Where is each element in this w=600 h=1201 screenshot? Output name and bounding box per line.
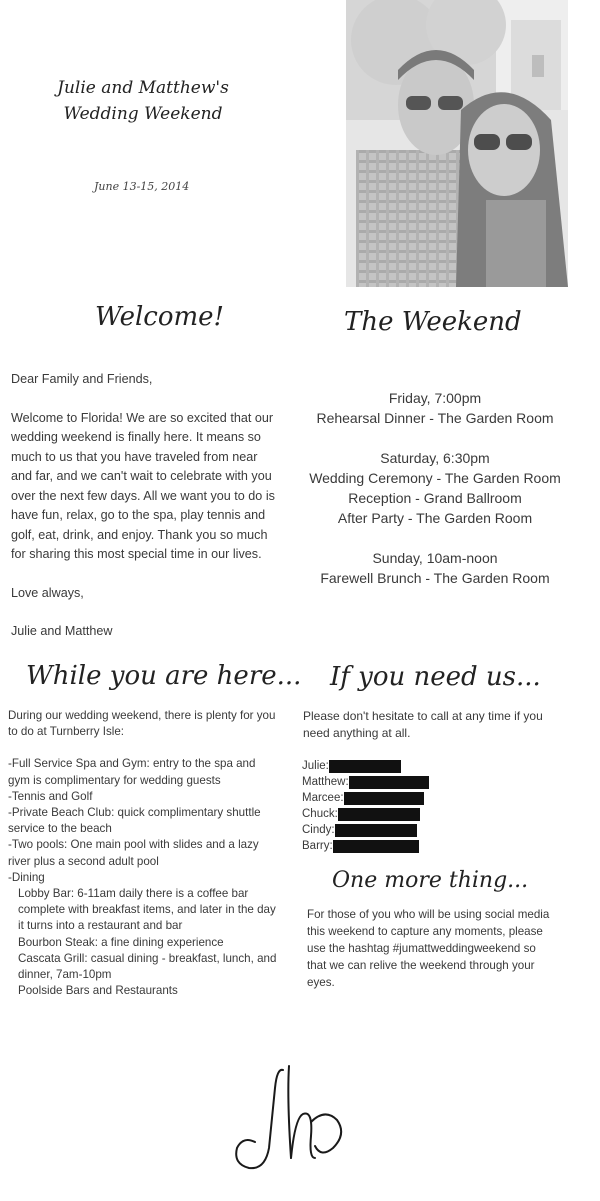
need-us-intro: Please don't hesitate to call at any time if you need anything at all. [303,709,543,740]
contact-row [302,758,429,774]
welcome-heading: Welcome! [95,302,225,332]
schedule-line: Saturday, 6:30pm [380,450,490,466]
dining-item: Cascata Grill: casual dining - breakfast, lunch, and dinner, 7am-10pm [18,951,277,982]
letter-body: Welcome to Florida! We are so excited that our wedding weekend is finally here. It means so much to us that you have traveled from near and far, and we can't wait to celebrate with you over the next few days. All we want you to do is have fun, relax, go to the spa, play tennis and golf, eat, drink, and enjoy. Thank you so much for sharing this most special time in our lives. [11,410,275,561]
weekend-heading: The Weekend [344,307,522,337]
schedule-line: Rehearsal Dinner - The Garden Room [316,410,554,426]
contact-list [302,758,429,854]
couple-title [38,75,248,127]
contact-row [302,774,429,790]
redacted-phone [329,760,401,773]
schedule-line: Reception - Grand Ballroom [348,490,522,506]
schedule-line: Farewell Brunch - The Garden Room [320,570,550,586]
redacted-phone [344,792,424,805]
redacted-phone [335,824,417,837]
while-here-section [8,708,278,999]
monogram-logo [225,1058,365,1178]
letter-greeting: Dear Family and Friends, [11,372,153,386]
need-us-heading: If you need us... [330,662,541,692]
letter-signature: Julie and Matthew [11,624,113,638]
contact-name: Barry: [302,840,333,852]
schedule-saturday [300,448,570,528]
contact-name: Julie: [302,760,329,772]
activity-item: -Two pools: One main pool with slides and a lazy river plus a second adult pool [8,838,259,868]
schedule-friday [300,388,570,428]
schedule-sunday [300,548,570,588]
dining-item: Lobby Bar: 6-11am daily there is a coffee bar complete with breakfast items, and later in the day it turns into a restaurant and bar [18,887,276,933]
contact-name: Chuck: [302,808,338,820]
contact-row [302,838,429,854]
dining-item: Poolside Bars and Restaurants [18,984,178,998]
event-title: Wedding Weekend [63,104,223,124]
contact-row [302,806,429,822]
activity-item: -Dining [8,870,45,884]
redacted-phone [349,776,429,789]
dining-item: Bourbon Steak: a fine dining experience [18,935,224,949]
contact-name: Marcee: [302,792,344,804]
weekend-schedule [300,388,570,608]
while-here-heading: While you are here... [26,661,302,691]
one-more-heading: One more thing... [332,868,529,893]
activity-item: -Private Beach Club: quick complimentary shuttle service to the beach [8,806,261,836]
while-here-intro: During our wedding weekend, there is plenty for you to do at Turnberry Isle: [8,709,276,739]
schedule-line: Wedding Ceremony - The Garden Room [309,470,561,486]
contact-name: Cindy: [302,824,335,836]
couple-names: Julie and Matthew's [57,78,229,98]
activity-item: -Tennis and Golf [8,789,93,803]
schedule-line: After Party - The Garden Room [337,510,533,526]
schedule-line: Sunday, 10am-noon [372,550,498,566]
couple-photo [346,0,568,287]
schedule-line: Friday, 7:00pm [388,390,482,406]
contact-row [302,822,429,838]
redacted-phone [333,840,419,853]
welcome-letter [11,370,281,661]
contact-name: Matthew: [302,776,349,788]
activity-item: -Full Service Spa and Gym: entry to the spa and gym is complimentary for wedding guests [8,757,256,787]
letter-closing: Love always, [11,585,84,600]
one-more-body: For those of you who will be using social media this weekend to capture any moments, please use the hashtag #jumattweddingweekend so that we can relive the weekend through your eyes. [307,908,550,989]
redacted-phone [338,808,420,821]
event-date: June 13-15, 2014 [94,180,190,193]
contact-row [302,790,429,806]
